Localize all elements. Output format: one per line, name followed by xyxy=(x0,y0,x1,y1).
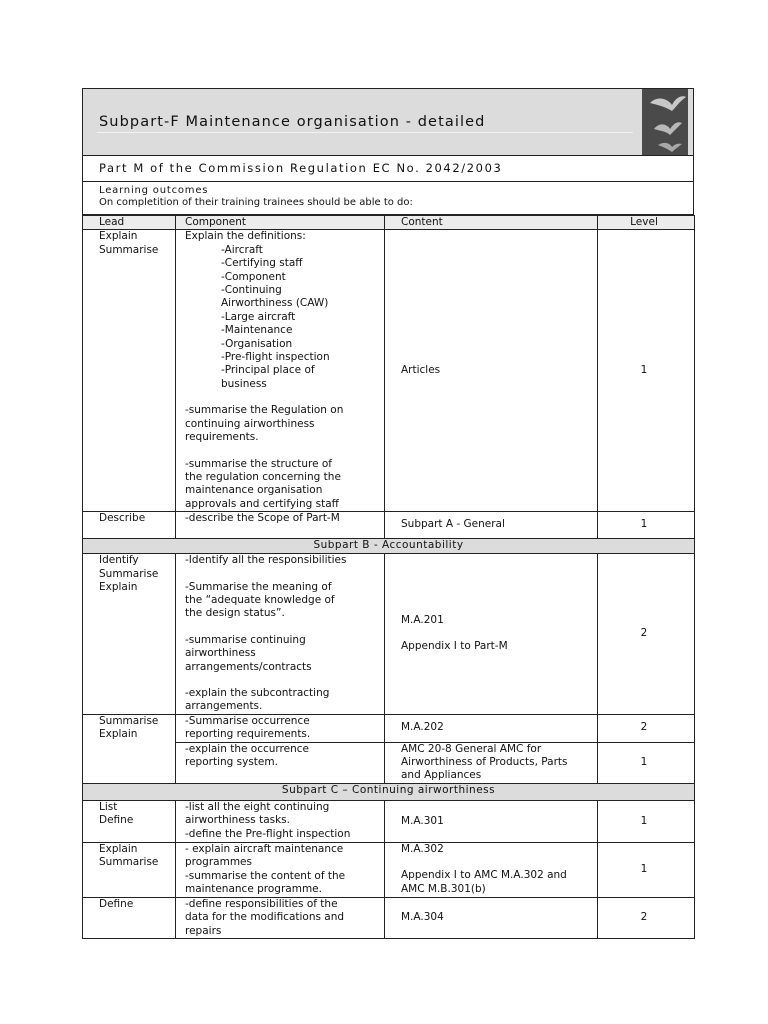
spacer xyxy=(185,391,380,404)
definition-item: -Continuing xyxy=(221,284,282,297)
definition-item: -Organisation xyxy=(221,337,293,350)
component-cell: -describe the Scope of Part-M xyxy=(176,512,385,539)
content-cell xyxy=(385,842,598,897)
spacer xyxy=(185,445,380,458)
lead-verb: Summarise xyxy=(99,243,159,256)
component-text: maintenance programme. xyxy=(185,883,322,896)
component-text: - explain aircraft maintenance xyxy=(185,842,344,855)
lead-verb: Explain xyxy=(99,728,138,741)
level-cell: 2 xyxy=(598,897,695,938)
table-header-row xyxy=(83,216,695,230)
spacer xyxy=(185,674,380,687)
component-text: arrangements. xyxy=(185,700,263,713)
content-cell xyxy=(385,742,598,783)
component-text: -list all the eight continuing xyxy=(185,800,330,813)
definition-item: -Certifying staff xyxy=(221,257,303,270)
column-header-lead: Lead xyxy=(83,216,176,230)
page-title: Subpart-F Maintenance organisation - detailed xyxy=(99,114,486,130)
outcomes-table xyxy=(82,215,695,939)
table-row xyxy=(83,230,695,512)
component-text: -summarise the structure of xyxy=(185,457,332,470)
component-cell xyxy=(176,800,385,842)
content-cell: M.A.301 xyxy=(385,800,598,842)
component-text: programmes xyxy=(185,856,252,869)
definition-item: -Aircraft xyxy=(221,243,263,256)
bird-logo-icon xyxy=(642,89,688,155)
content-text: Appendix I to AMC M.A.302 and xyxy=(401,869,567,882)
table-row xyxy=(83,554,695,715)
section-heading-c: Subpart C – Continuing airworthiness xyxy=(83,783,695,800)
regulation-subtitle: Part M of the Commission Regulation EC No. 2042/2003 xyxy=(82,156,694,182)
lead-cell xyxy=(83,800,176,842)
lead-verb: Summarise xyxy=(99,567,159,580)
component-text: -define responsibilities of the xyxy=(185,897,338,910)
component-text: -summarise continuing xyxy=(185,633,306,646)
lead-verb: Summarise xyxy=(99,856,159,869)
level-cell: 1 xyxy=(598,800,695,842)
lead-verb: List xyxy=(99,800,118,813)
spacer xyxy=(401,627,593,640)
component-text: repairs xyxy=(185,924,222,937)
component-cell xyxy=(176,230,385,512)
component-text: airworthiness tasks. xyxy=(185,814,290,827)
lead-verb: Explain xyxy=(99,230,138,243)
content-text: M.A.201 xyxy=(401,614,444,627)
component-cell xyxy=(176,714,385,742)
definition-item: -Principal place of xyxy=(221,364,315,377)
spacer xyxy=(185,568,380,581)
level-cell: 1 xyxy=(598,230,695,512)
column-header-level: Level xyxy=(598,216,695,230)
document-header xyxy=(82,88,694,156)
component-text: arrangements/contracts xyxy=(185,660,312,673)
content-text: M.A.302 xyxy=(401,842,444,855)
component-text: the design status”. xyxy=(185,607,285,620)
content-cell: Articles xyxy=(385,230,598,512)
learning-outcomes-text: On completition of their training trainees should be able to do: xyxy=(99,197,413,208)
content-cell: M.A.304 xyxy=(385,897,598,938)
content-text: Appendix I to Part-M xyxy=(401,640,508,653)
component-text: -Summarise occurrence xyxy=(185,714,310,727)
section-row xyxy=(83,783,695,800)
component-text: data for the modifications and xyxy=(185,911,345,924)
document-page xyxy=(82,88,694,939)
lead-verb: Summarise xyxy=(99,714,159,727)
lead-cell xyxy=(83,714,176,783)
lead-verb: Explain xyxy=(99,580,138,593)
level-cell: 1 xyxy=(598,512,695,539)
component-cell xyxy=(176,897,385,938)
content-cell xyxy=(385,554,598,715)
component-text: -explain the occurrence xyxy=(185,742,309,755)
lead-cell xyxy=(83,230,176,512)
content-cell: Subpart A - General xyxy=(385,512,598,539)
component-text: reporting system. xyxy=(185,756,278,768)
lead-verb: Define xyxy=(99,814,134,827)
lead-verb: Identify xyxy=(99,554,139,567)
component-text: the regulation concerning the xyxy=(185,470,341,483)
learning-outcomes-intro xyxy=(82,182,694,215)
component-text: airworthiness xyxy=(185,647,256,660)
component-cell xyxy=(176,842,385,897)
table-row xyxy=(83,512,695,539)
definition-item: -Component xyxy=(221,270,286,283)
component-text: maintenance organisation xyxy=(185,484,323,497)
spacer xyxy=(185,621,380,634)
level-cell: 2 xyxy=(598,714,695,742)
lead-cell: Define xyxy=(83,897,176,938)
component-text: Explain the definitions: xyxy=(185,230,306,243)
component-text: reporting requirements. xyxy=(185,728,311,741)
component-text: -Identify all the responsibilities xyxy=(185,554,347,567)
column-header-component: Component xyxy=(176,216,385,230)
definition-item: -Large aircraft xyxy=(221,310,296,323)
content-text: AMC 20-8 General AMC for xyxy=(401,742,542,755)
content-text: AMC M.B.301(b) xyxy=(401,882,486,895)
component-cell xyxy=(176,742,385,783)
learning-outcomes-label: Learning outcomes xyxy=(99,185,209,196)
lead-cell: Describe xyxy=(83,512,176,539)
lead-verb: Explain xyxy=(99,842,138,855)
column-header-content: Content xyxy=(385,216,598,230)
lead-cell xyxy=(83,842,176,897)
component-text: the “adequate knowledge of xyxy=(185,593,335,606)
component-cell xyxy=(176,554,385,715)
spacer xyxy=(401,856,593,869)
component-text: -summarise the content of the xyxy=(185,869,346,882)
component-text: -define the Pre-flight inspection xyxy=(185,827,351,840)
level-cell: 1 xyxy=(598,842,695,897)
definition-item: -Pre-flight inspection xyxy=(221,351,330,364)
definition-item: Airworthiness (CAW) xyxy=(221,297,329,310)
title-underline xyxy=(97,132,633,133)
definition-item: -Maintenance xyxy=(221,324,293,337)
level-cell: 1 xyxy=(598,742,695,783)
content-cell: M.A.202 xyxy=(385,714,598,742)
content-text: and Appliances xyxy=(401,769,482,782)
component-text: -summarise the Regulation on xyxy=(185,404,344,417)
table-row xyxy=(83,842,695,897)
level-cell: 2 xyxy=(598,554,695,715)
section-heading-b: Subpart B - Accountability xyxy=(83,539,695,554)
table-row xyxy=(83,714,695,742)
component-text: approvals and certifying staff xyxy=(185,497,339,510)
component-text: requirements. xyxy=(185,431,259,444)
component-text: -explain the subcontracting xyxy=(185,686,330,699)
lead-cell xyxy=(83,554,176,715)
table-row xyxy=(83,800,695,842)
definition-item: business xyxy=(221,377,267,390)
table-row xyxy=(83,897,695,938)
component-text: -Summarise the meaning of xyxy=(185,580,332,593)
content-text: Airworthiness of Products, Parts xyxy=(401,756,568,768)
component-text: continuing airworthiness xyxy=(185,417,315,430)
section-row xyxy=(83,539,695,554)
